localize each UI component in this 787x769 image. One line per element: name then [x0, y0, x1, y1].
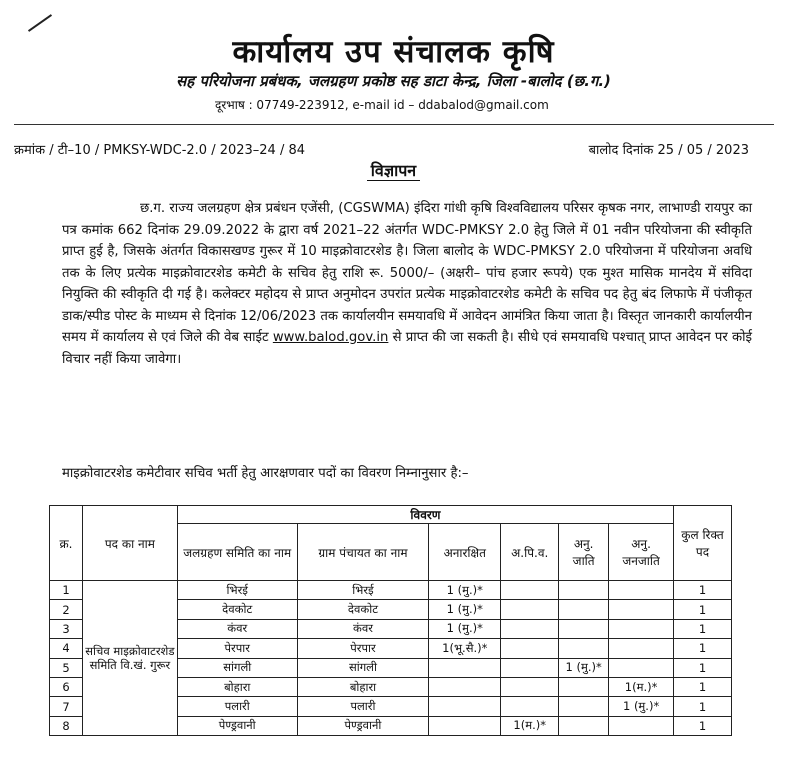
office-title: कार्यालय उप संचालक कृषि [232, 34, 555, 70]
table-row [50, 581, 732, 600]
cell-sno: 8 [50, 716, 83, 735]
notice-heading [0, 159, 787, 181]
cell-unreserved [429, 716, 501, 735]
cell-committee: कंवर [177, 619, 297, 638]
cell-unreserved: 1 (मु.)* [429, 619, 501, 638]
cell-panchayat: भिरई [297, 581, 429, 600]
paragraph-text: छ.ग. राज्य जलग्रहण क्षेत्र प्रबंधन एजेंसी, (CGSWMA) इंदिरा गांधी कृषि विश्वविद्यालय परिसर कृषक नगर, लाभाण्डी रायपुर का पत्र कमांक 662 दिनांक 29.09.2022 के द्वारा वर्ष 2021–22 अंतर्गत WDC-PMKSY 2.0 हेतु जिले में 01 नवीन परियोजना की स्वीकृति प्राप्त हुई है, जिसके अंतर्गत विकासखण्ड गुरूर में 10 माइक्रोवाटरशेड है। जिला बालोद के WDC-PMKSY 2.0 परियोजना में परियोजना अवधि तक के लिए प्रत्येक माइक्रोवाटरशेड कमेटी के सचिव हेतु राशि रू. 5000/– (अक्षरी– पांच हजार रूपये) एक मुश्त मासिक मानदेय में संविदा नियुक्ति की स्वीकृति दी गई है। कलेक्टर महोदय से प्राप्त अनुमोदन उपरांत प्रत्येक माइक्रोवाटरशेड कमेटी के सचिव पद हेतु बंद लिफाफे में पंजीकृत डाक/स्पीड पोस्ट के माध्यम से दिनांक 12/06/2023 तक कार्यालयीन समयावधि में आवेदन आमंत्रित किया जाता है। विस्तृत जानकारी कार्यालयीन समय में कार्यालय से एवं जिले की वेब साईट [62, 201, 752, 345]
cell-post-name: सचिव माइक्रोवाटरशेड समिति वि.खं. गुरूर [82, 581, 177, 736]
cell-st [609, 581, 674, 600]
cell-total: 1 [674, 677, 732, 696]
cell-panchayat: पलारी [297, 697, 429, 716]
cell-unreserved [429, 658, 501, 677]
paragraph-end-text: से प्राप्त की जा सकती है। सीधे एवं समयावधि पश्चात् प्राप्त आवेदन पर कोई विचार नहीं किया जावेगा। [62, 330, 752, 367]
cell-obc [501, 619, 559, 638]
cell-st [609, 600, 674, 619]
website-link[interactable]: www.balod.gov.in [272, 330, 389, 345]
cell-committee: सांगली [177, 658, 297, 677]
cell-committee: पेरपार [177, 639, 297, 658]
cell-total: 1 [674, 600, 732, 619]
notice-paragraph [62, 198, 752, 370]
cell-total: 1 [674, 619, 732, 638]
header-divider [14, 124, 774, 125]
cell-obc [501, 581, 559, 600]
header-post: पद का नाम [82, 506, 177, 581]
reference-number: क्रमांक / टी–10 / PMKSY-WDC-2.0 / 2023–24 / 84 [14, 143, 306, 158]
cell-unreserved: 1(भू.सै.)* [429, 639, 501, 658]
cell-unreserved [429, 697, 501, 716]
contact-line: दूरभाष : 07749-223912, e-mail id – ddabalod@gmail.com [215, 98, 549, 112]
vacancy-table [49, 505, 732, 736]
cell-st [609, 619, 674, 638]
header-panchayat: ग्राम पंचायत का नाम [297, 524, 429, 581]
cell-sc [559, 619, 609, 638]
cell-sc [559, 697, 609, 716]
cell-total: 1 [674, 697, 732, 716]
cell-total: 1 [674, 716, 732, 735]
cell-sc [559, 677, 609, 696]
table-intro: माइक्रोवाटरशेड कमेटीवार सचिव भर्ती हेतु आरक्षणवार पदों का विवरण निम्नानुसार है:– [62, 466, 469, 481]
header-total: कुल रिक्त पद [674, 506, 732, 581]
table-body [50, 581, 732, 736]
reference-line [14, 140, 774, 158]
header-sc: अनु. जाति [559, 524, 609, 581]
header-unreserved: अनारक्षित [429, 524, 501, 581]
cell-sc [559, 600, 609, 619]
cell-st [609, 658, 674, 677]
cell-st: 1 (मु.)* [609, 697, 674, 716]
cell-committee: देवकोट [177, 600, 297, 619]
cell-committee: पेण्ड्रवानी [177, 716, 297, 735]
cell-sno: 4 [50, 639, 83, 658]
header-obc: अ.पि.व. [501, 524, 559, 581]
cell-st [609, 639, 674, 658]
cell-panchayat: देवकोट [297, 600, 429, 619]
cell-unreserved: 1 (मु.)* [429, 581, 501, 600]
cell-sc [559, 716, 609, 735]
cell-sno: 7 [50, 697, 83, 716]
cell-unreserved [429, 677, 501, 696]
cell-sno: 3 [50, 619, 83, 638]
cell-panchayat: कंवर [297, 619, 429, 638]
cell-st [609, 716, 674, 735]
cell-committee: पलारी [177, 697, 297, 716]
cell-obc [501, 658, 559, 677]
cell-total: 1 [674, 639, 732, 658]
header-committee: जलग्रहण समिति का नाम [177, 524, 297, 581]
cell-committee: बोहारा [177, 677, 297, 696]
cell-panchayat: पेण्ड्रवानी [297, 716, 429, 735]
cell-sno: 6 [50, 677, 83, 696]
cell-obc: 1(म.)* [501, 716, 559, 735]
cell-obc [501, 639, 559, 658]
cell-total: 1 [674, 581, 732, 600]
cell-st: 1(म.)* [609, 677, 674, 696]
cell-panchayat: पेरपार [297, 639, 429, 658]
cell-obc [501, 677, 559, 696]
office-subtitle: सह परियोजना प्रबंधक, जलग्रहण प्रकोष्ठ सह डाटा केन्द्र, जिला -बालोद (छ.ग.) [176, 72, 611, 90]
notice-heading-text: विज्ञापन [367, 161, 420, 181]
reference-date: बालोद दिनांक 25 / 05 / 2023 [588, 143, 749, 158]
cell-unreserved: 1 (मु.)* [429, 600, 501, 619]
cell-panchayat: बोहारा [297, 677, 429, 696]
header-sno: क्र. [50, 506, 83, 581]
cell-obc [501, 697, 559, 716]
cell-committee: भिरई [177, 581, 297, 600]
cell-sc [559, 581, 609, 600]
header-details: विवरण [177, 506, 673, 524]
cell-panchayat: सांगली [297, 658, 429, 677]
cell-sno: 1 [50, 581, 83, 600]
cell-sc [559, 639, 609, 658]
cell-sno: 5 [50, 658, 83, 677]
cell-sno: 2 [50, 600, 83, 619]
cell-sc: 1 (मु.)* [559, 658, 609, 677]
cell-obc [501, 600, 559, 619]
header-st: अनु. जनजाति [609, 524, 674, 581]
notice-body [62, 198, 752, 370]
cell-total: 1 [674, 658, 732, 677]
